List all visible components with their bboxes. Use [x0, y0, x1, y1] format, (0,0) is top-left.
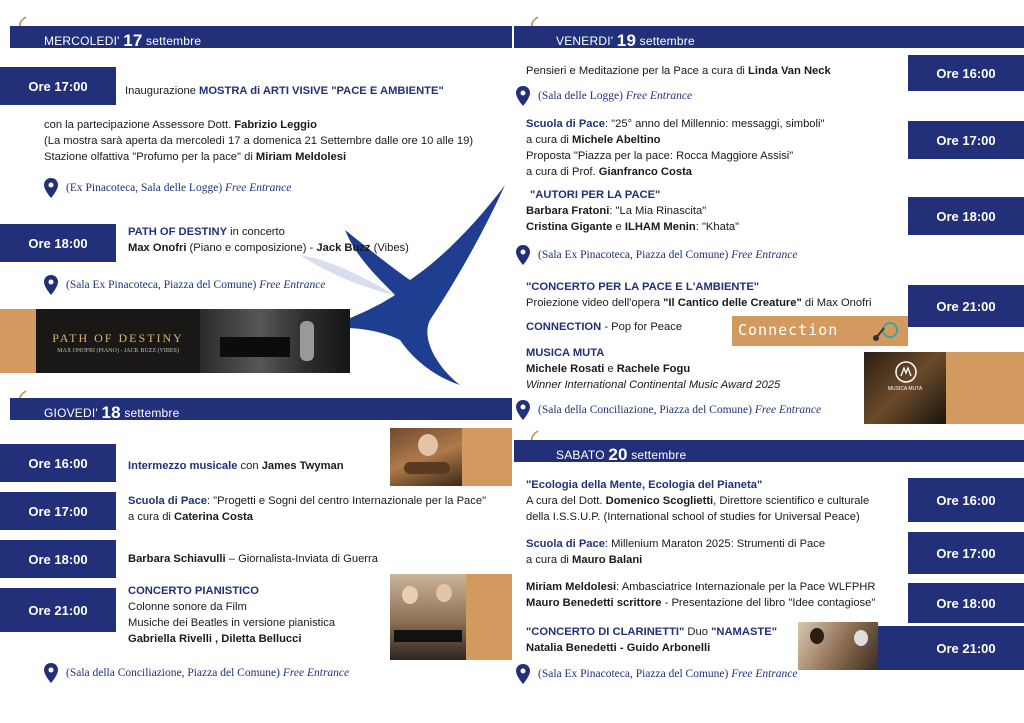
path-of-destiny-banner — [36, 309, 200, 373]
time-badge: Ore 21:00 — [878, 626, 1024, 670]
event-line: a cura di Mauro Balani — [526, 554, 643, 566]
event-line: Winner International Continental Music Award 2025 — [526, 379, 781, 391]
event-line: A cura del Dott. Domenico Scoglietti, Direttore scientifico e culturale — [526, 495, 870, 507]
accent-block — [462, 428, 512, 486]
time-badge: Ore 17:00 — [908, 121, 1024, 159]
event-line: Intermezzo musicale con James Twyman — [128, 460, 344, 472]
month-name: settembre — [124, 406, 180, 420]
time-badge: Ore 16:00 — [0, 444, 116, 482]
event-line: Max Onofri (Piano e composizione) - Jack Buzz (Vibes) — [128, 242, 409, 254]
time-badge: Ore 21:00 — [908, 285, 1024, 327]
time-badge: Ore 18:00 — [0, 540, 116, 578]
day-header-wednesday — [10, 26, 512, 48]
event-line: Barbara Fratoni: "La Mia Rinascita" — [526, 205, 707, 217]
event-line: (La mostra sarà aperta da mercoledì 17 a domenica 21 Settembre dalle ore 10 alle 19) — [44, 135, 474, 147]
event-line: Mauro Benedetti scrittore - Presentazione del libro "Idee contagiose" — [526, 597, 876, 609]
connection-logo — [732, 316, 908, 346]
connection-logo-text: Connection — [738, 321, 839, 339]
event-line: Scuola di Pace: "Progetti e Sogni del centro Internazionale per la Pace" — [128, 495, 487, 507]
event-line: Scuola di Pace: "25° anno del Millennio: messaggi, simboli" — [526, 118, 825, 130]
piano-photo — [200, 309, 350, 373]
event-line: PATH OF DESTINY in concerto — [128, 226, 285, 238]
event-line: Cristina Gigante e ILHAM Menin: "Khata" — [526, 221, 740, 233]
time-badge: Ore 17:00 — [0, 67, 116, 105]
event-line: Proposta "Piazza per la pace: Rocca Maggiore Assisi" — [526, 150, 794, 162]
event-line: CONCERTO PIANISTICO — [128, 585, 259, 597]
time-badge: Ore 21:00 — [0, 588, 116, 632]
day-name: SABATO — [556, 448, 605, 462]
event-line: a cura di Michele Abeltino — [526, 134, 661, 146]
event-line: a cura di Caterina Costa — [128, 511, 253, 523]
event-line: della I.S.S.U.P. (International school of studies for Universal Peace) — [526, 511, 860, 523]
accent-block — [946, 352, 1024, 424]
musica-muta-logo-icon — [894, 360, 918, 384]
event-line: Stazione olfattiva "Profumo per la pace" di Miriam Meldolesi — [44, 151, 347, 163]
day-name: MERCOLEDI' — [44, 34, 120, 48]
day-number: 18 — [101, 403, 121, 422]
month-name: settembre — [631, 448, 687, 462]
day-number: 20 — [608, 445, 628, 464]
banner-subtitle: MAX ONOFRI (PIANO) - JACK BUZZ (VIBES) — [57, 348, 179, 354]
event-line: Proiezione video dell'opera "Il Cantico delle Creature" di Max Onofri — [526, 297, 872, 309]
event-line: CONNECTION - Pop for Peace — [526, 321, 683, 333]
time-badge: Ore 16:00 — [908, 55, 1024, 91]
time-badge: Ore 17:00 — [908, 532, 1024, 574]
event-line: Barbara Schiavulli – Giornalista-Inviata di Guerra — [128, 553, 378, 565]
accent-block — [0, 309, 36, 373]
guitarist-photo — [390, 428, 462, 486]
map-pin-icon — [516, 664, 530, 684]
day-number: 19 — [616, 31, 637, 50]
musica-muta-photo — [864, 352, 946, 424]
event-line: Gabriella Rivelli , Diletta Bellucci — [128, 633, 302, 645]
event-line: Scuola di Pace: Millenium Maraton 2025: Strumenti di Pace — [526, 538, 826, 550]
event-line: Miriam Meldolesi: Ambasciatrice Internazionale per la Pace WLFPHR — [526, 581, 876, 593]
time-badge: Ore 18:00 — [908, 197, 1024, 235]
event-line: a cura di Prof. Gianfranco Costa — [526, 166, 693, 178]
time-badge: Ore 16:00 — [908, 478, 1024, 522]
banner-title: PATH OF DESTINY — [52, 331, 184, 345]
map-pin-icon — [516, 245, 530, 265]
map-pin-icon — [516, 86, 530, 106]
musica-muta-logo-text: MUSICA MUTA — [887, 386, 923, 392]
map-pin-icon — [44, 178, 58, 198]
event-line: "CONCERTO PER LA PACE E L'AMBIENTE" — [526, 281, 760, 293]
map-pin-icon — [44, 275, 58, 295]
day-name: GIOVEDI' — [44, 406, 98, 420]
event-line: Pensieri e Meditazione per la Pace a cura di Linda Van Neck — [526, 65, 831, 77]
time-badge: Ore 18:00 — [0, 224, 116, 262]
day-name: VENERDI' — [556, 34, 614, 48]
event-line: "AUTORI PER LA PACE" — [530, 189, 661, 201]
event-line: Inaugurazione MOSTRA di ARTI VISIVE "PACE E AMBIENTE" — [125, 85, 444, 97]
day-header-friday — [514, 26, 1024, 48]
event-line: "Ecologia della Mente, Ecologia del Pianeta" — [526, 479, 763, 491]
event-line: con la partecipazione Assessore Dott. Fabrizio Leggio — [44, 119, 317, 131]
event-line: Colonne sonore da Film — [128, 601, 247, 613]
music-notes-icon — [872, 320, 902, 342]
pianists-photo — [390, 574, 466, 660]
time-badge: Ore 17:00 — [0, 492, 116, 530]
day-header-saturday — [514, 440, 1024, 462]
day-number: 17 — [123, 31, 143, 50]
map-pin-icon — [516, 400, 530, 420]
event-line: Musiche dei Beatles in versione pianistica — [128, 617, 336, 629]
map-pin-icon — [44, 663, 58, 683]
event-line: MUSICA MUTA — [526, 347, 605, 359]
time-badge: Ore 18:00 — [908, 583, 1024, 623]
event-line: Natalia Benedetti - Guido Arbonelli — [526, 642, 711, 654]
month-name: settembre — [146, 34, 202, 48]
event-line: Michele Rosati e Rachele Fogu — [526, 363, 691, 375]
day-header-thursday — [10, 398, 512, 420]
event-line: "CONCERTO DI CLARINETTI" Duo "NAMASTE" — [526, 626, 778, 638]
clarinet-duo-photo — [798, 622, 878, 670]
month-name: settembre — [639, 34, 695, 48]
accent-block — [466, 574, 512, 660]
